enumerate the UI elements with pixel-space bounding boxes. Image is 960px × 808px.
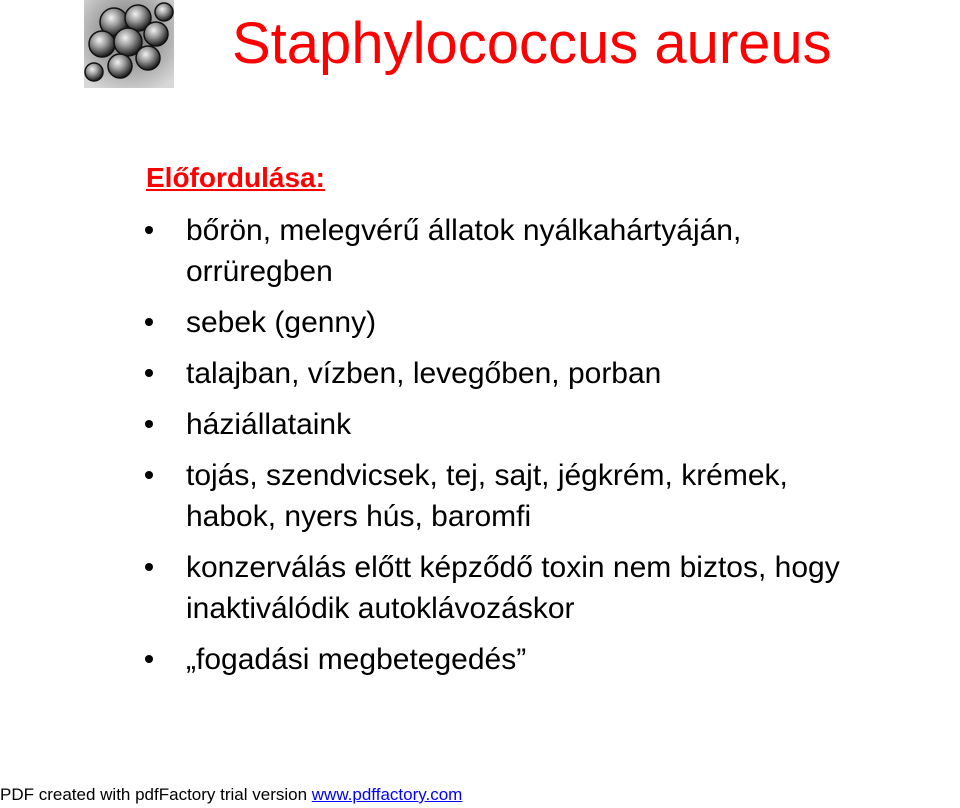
bullet-dot-icon bbox=[145, 563, 153, 571]
bullet-text-line: konzerválás előtt képződő toxin nem biztos, hogy bbox=[186, 551, 840, 584]
bullet-item bbox=[146, 404, 956, 445]
footer-text: PDF created with pdfFactory trial version bbox=[0, 785, 312, 804]
bullet-text-line: talajban, vízben, levegőben, porban bbox=[186, 357, 662, 390]
bullet-text-line: habok, nyers hús, baromfi bbox=[186, 500, 532, 533]
bullet-text-line: orrüregben bbox=[186, 255, 333, 288]
bullet-text-line: háziállataink bbox=[186, 408, 352, 441]
bullet-dot-icon bbox=[145, 655, 153, 663]
footer-link[interactable]: www.pdffactory.com bbox=[311, 785, 463, 804]
bullet-item bbox=[146, 455, 956, 537]
bullet-text-line: „fogadási megbetegedés” bbox=[186, 643, 527, 676]
bullet-dot-icon bbox=[145, 420, 153, 428]
bullet-item bbox=[146, 353, 956, 394]
section-heading: Előfordulása: bbox=[146, 162, 325, 193]
staphylococcus-cluster-icon bbox=[84, 0, 174, 88]
bullet-dot-icon bbox=[145, 369, 153, 377]
bullet-text-line: inaktiválódik autoklávozáskor bbox=[186, 592, 575, 625]
bullet-dot-icon bbox=[145, 471, 153, 479]
bullet-dot-icon bbox=[145, 226, 153, 234]
bullet-item bbox=[146, 302, 956, 343]
bacteria-micrograph-image bbox=[84, 0, 174, 88]
bullet-text-line: bőrön, melegvérű állatok nyálkahártyáján, bbox=[186, 214, 742, 247]
bullet-list bbox=[146, 210, 956, 690]
bullet-item bbox=[146, 639, 956, 680]
bullet-dot-icon bbox=[145, 318, 153, 326]
bullet-text-line: tojás, szendvicsek, tej, sajt, jégkrém, krémek, bbox=[186, 459, 788, 492]
slide-title: Staphylococcus aureus bbox=[232, 11, 832, 76]
bullet-item bbox=[146, 210, 956, 292]
bullet-text-line: sebek (genny) bbox=[186, 306, 377, 339]
bullet-item bbox=[146, 547, 956, 629]
pdf-footer bbox=[0, 784, 462, 806]
